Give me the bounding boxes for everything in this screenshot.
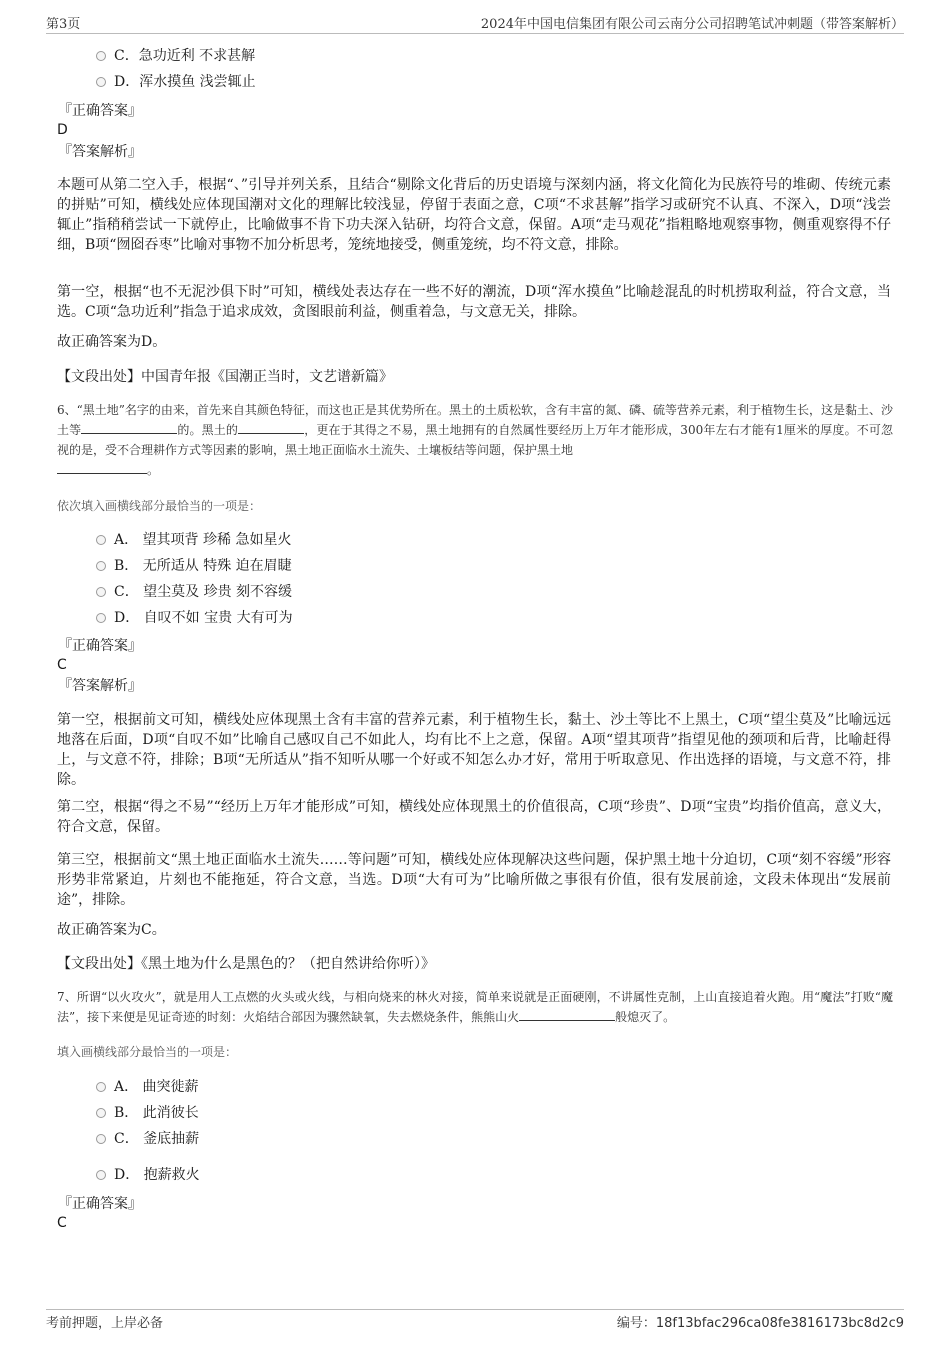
blank-1 [81,421,177,434]
radio-icon[interactable] [96,51,106,61]
q6-option-a[interactable] [96,530,291,550]
radio-icon[interactable] [96,1134,106,1144]
option-label: B． 无所适从 特殊 迫在眉睫 [114,558,292,574]
q7-answer: C [57,1215,67,1231]
q5-option-c[interactable] [96,46,255,66]
option-label: D． 抱薪救火 [114,1167,200,1183]
q5-answer-label: 『正确答案』 [58,103,142,119]
document-title: 2024年中国电信集团有限公司云南分公司招聘笔试冲刺题（带答案解析） [480,17,904,32]
q7-option-b[interactable] [96,1103,199,1123]
blank-1 [519,1008,615,1021]
radio-icon[interactable] [96,613,106,623]
option-label: D． 自叹不如 宝贵 大有可为 [114,610,293,626]
blank-2 [238,421,304,434]
q6-analysis-paragraph-1: 第一空，根据前文可知，横线处应体现黑土含有丰富的营养元素，利于植物生长，黏土、沙土等比不上黑土，C项“望尘莫及”比喻远远地落在后面，D项“自叹不如”比喻自己感叹自己不如此人，均有比不上之意，保留。A项“望其项背”指望见他的颈项和后背，比喻赶得上，与文意不符，排除；B项“无所适从”指不知听从哪一个好或不知怎么办才好，常用于听取意见、作出选择的语境，与文意不符，排除。 [57,712,891,788]
q7-answer-label: 『正确答案』 [58,1196,142,1212]
option-label: B． 此消彼长 [114,1105,199,1121]
option-label: D．浑水摸鱼 浅尝辄止 [114,74,256,90]
option-label: A． 望其项背 珍稀 急如星火 [114,532,292,548]
q6-option-d[interactable] [96,608,293,628]
document-id: 编号：18f13bfac296ca08fe3816173bc8d2c9 [616,1316,904,1331]
q6-option-c[interactable] [96,582,292,602]
option-label: C． 釜底抽薪 [114,1131,200,1147]
q6-analysis-label: 『答案解析』 [58,678,142,694]
header-divider [46,33,904,34]
option-label: A． 曲突徙薪 [114,1079,199,1095]
q6-conclusion: 故正确答案为C。 [57,922,166,938]
radio-icon[interactable] [96,1082,106,1092]
radio-icon[interactable] [96,1170,106,1180]
footer-slogan: 考前押题，上岸必备 [46,1316,164,1331]
option-label: C． 望尘莫及 珍贵 刻不容缓 [114,584,293,600]
q6-option-b[interactable] [96,556,292,576]
radio-icon[interactable] [96,587,106,597]
q7-option-c[interactable] [96,1129,199,1149]
radio-icon[interactable] [96,1108,106,1118]
q6-answer: C [57,657,67,673]
q6-source: 【文段出处】《黑土地为什么是黑色的？（把自然讲给你听）》 [57,956,435,972]
q5-conclusion: 故正确答案为D。 [57,334,167,350]
q6-instruction: 依次填入画横线部分最恰当的一项是： [57,499,262,513]
q7-option-d[interactable] [96,1165,200,1185]
q5-option-d[interactable] [96,72,256,92]
radio-icon[interactable] [96,77,106,87]
q7-question-text: 7、所谓“以火攻火”，就是用人工点燃的火头或火线，与相向烧来的林火对接，简单来说就是正面硬刚，不讲属性克制，上山直接追着火跑。用“魔法”打败“魔法”，接下来便是见证奇迹的时刻：火焰结合部因为骤然缺氧，失去燃烧条件，熊熊山火 般熄灭了。 [57,990,893,1024]
q6-question-text: 6、“黑土地”名字的由来，首先来自其颜色特征，而这也正是其优势所在。黑土的土质松软，含有丰富的氮、磷、硫等营养元素，利于植物生长，这是黏土、沙土等 的。黑土的 ，更在于其得之不易，黑土地拥有的自然属性要经历上万年才能形成，300年左右才能有1厘米的厚度。不可忽视的是，受不合理耕作方式等因素的影响，黑土地正面临水土流失、土壤板结等问题，保护黑土地 。 [57,403,893,477]
q5-source: 【文段出处】中国青年报《国潮正当时，文艺谱新篇》 [57,369,393,385]
q5-analysis-paragraph-2: 第一空，根据“也不无泥沙俱下时”可知，横线处表达存在一些不好的潮流，D项“浑水摸鱼”比喻趁混乱的时机捞取利益，符合文意，当选。C项“急功近利”指急于追求成效，贪图眼前利益，侧重着急，与文意无关，排除。 [57,284,891,320]
blank-3 [57,461,147,474]
page-footer [46,1312,904,1332]
q6-analysis-paragraph-2: 第二空，根据“得之不易”“经历上万年才能形成”可知，横线处应体现黑土的价值很高，C项“珍贵”、D项“宝贵”均指价值高，意义大，符合文意，保留。 [57,799,891,835]
radio-icon[interactable] [96,535,106,545]
footer-divider [46,1309,904,1310]
radio-icon[interactable] [96,561,106,571]
page-number: 第3页 [46,17,81,32]
q5-analysis-label: 『答案解析』 [58,144,142,160]
q6-analysis-paragraph-3: 第三空，根据前文“黑土地正面临水土流失……等问题”可知，横线处应体现解决这些问题，保护黑土地十分迫切，C项“刻不容缓”形容形势非常紧迫，片刻也不能拖延，符合文意，当选。D项“大有可为”比喻所做之事很有价值，很有发展前途，文段未体现出“发展前途”，排除。 [57,852,891,908]
q7-instruction: 填入画横线部分最恰当的一项是： [57,1045,238,1059]
option-label: C．急功近利 不求甚解 [114,48,256,64]
page-header [46,13,904,33]
q5-answer: D [57,122,68,138]
q5-analysis-paragraph-1: 本题可从第二空入手，根据“、”引导并列关系，且结合“剔除文化背后的历史语境与深刻内涵，将文化简化为民族符号的堆砌、传统元素的拼贴”可知，横线处应体现国潮对文化的理解比较浅显，停留于表面之意，C项“不求甚解”指学习或研究不认真、不深入，D项“浅尝辄止”指稍稍尝试一下就停止，比喻做事不肯下功夫深入钻研，均符合文意，保留。A项“走马观花”指粗略地观察事物，侧重观察得不仔细，B项“囫囵吞枣”比喻对事物不加分析思考，笼统地接受，侧重笼统，均不符文意，排除。 [57,177,891,253]
q7-option-a[interactable] [96,1077,199,1097]
q6-answer-label: 『正确答案』 [58,638,142,654]
